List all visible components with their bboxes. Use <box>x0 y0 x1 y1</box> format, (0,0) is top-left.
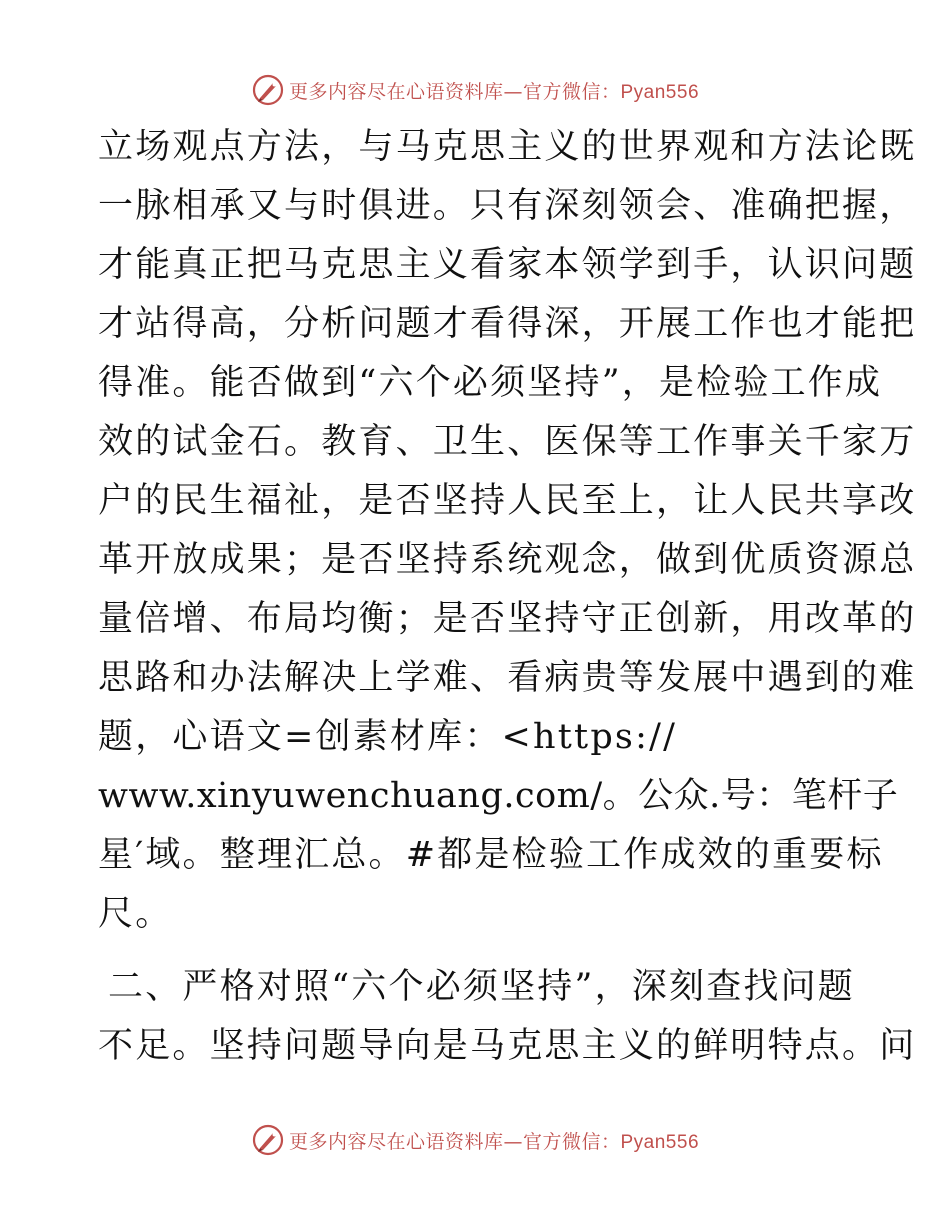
footer-wechat-handle: Pyan556 <box>620 1131 700 1153</box>
section-heading-line: 二、严格对照“六个必须坚持”，深刻查找问题 <box>108 967 855 1007</box>
header-banner-text: 更多内容尽在心语资料库—官方微信：Pyan556 <box>288 80 700 103</box>
pen-logo-icon <box>251 73 285 107</box>
text-line: 才站得高，分析问题才看得深，开展工作也才能把 <box>98 304 917 344</box>
text-line: 一脉相承又与时俱进。只有深刻领会、准确把握， <box>98 186 917 226</box>
paragraph-gap <box>98 944 858 958</box>
text-line-url: www.xinyuwenchuang.com/。公众.号：笔杆子 <box>98 776 899 816</box>
footer-banner <box>251 1123 699 1157</box>
text-line: 效的试金石。教育、卫生、医保等工作事关千家万 <box>98 422 917 462</box>
text-line: 立场观点方法，与马克思主义的世界观和方法论既 <box>98 127 917 167</box>
text-line: 星′域。整理汇总。#都是检验工作成效的重要标 <box>98 835 884 875</box>
header-wechat-handle: Pyan556 <box>620 81 700 103</box>
text-line: 革开放成果；是否坚持系统观念，做到优质资源总 <box>98 540 917 580</box>
text-line: 量倍增、布局均衡；是否坚持守正创新，用改革的 <box>98 599 917 639</box>
document-body <box>98 118 917 1076</box>
pen-logo-icon <box>251 1123 285 1157</box>
footer-banner-text: 更多内容尽在心语资料库—官方微信：Pyan556 <box>288 1130 700 1153</box>
page-footer <box>0 1120 950 1160</box>
text-line: 不足。坚持问题导向是马克思主义的鲜明特点。问 <box>98 1026 917 1066</box>
text-line: 户的民生福祉，是否坚持人民至上，让人民共享改 <box>98 481 917 521</box>
text-line: 尺。 <box>98 894 173 934</box>
header-banner <box>251 73 699 107</box>
text-line: 思路和办法解决上学难、看病贵等发展中遇到的难 <box>98 658 917 698</box>
text-line: 题，心语文=创素材库：<https:// <box>98 717 678 757</box>
text-line: 得准。能否做到“六个必须坚持”，是检验工作成 <box>98 363 883 403</box>
text-line: 才能真正把马克思主义看家本领学到手，认识问题 <box>98 245 917 285</box>
page-header <box>0 70 950 110</box>
